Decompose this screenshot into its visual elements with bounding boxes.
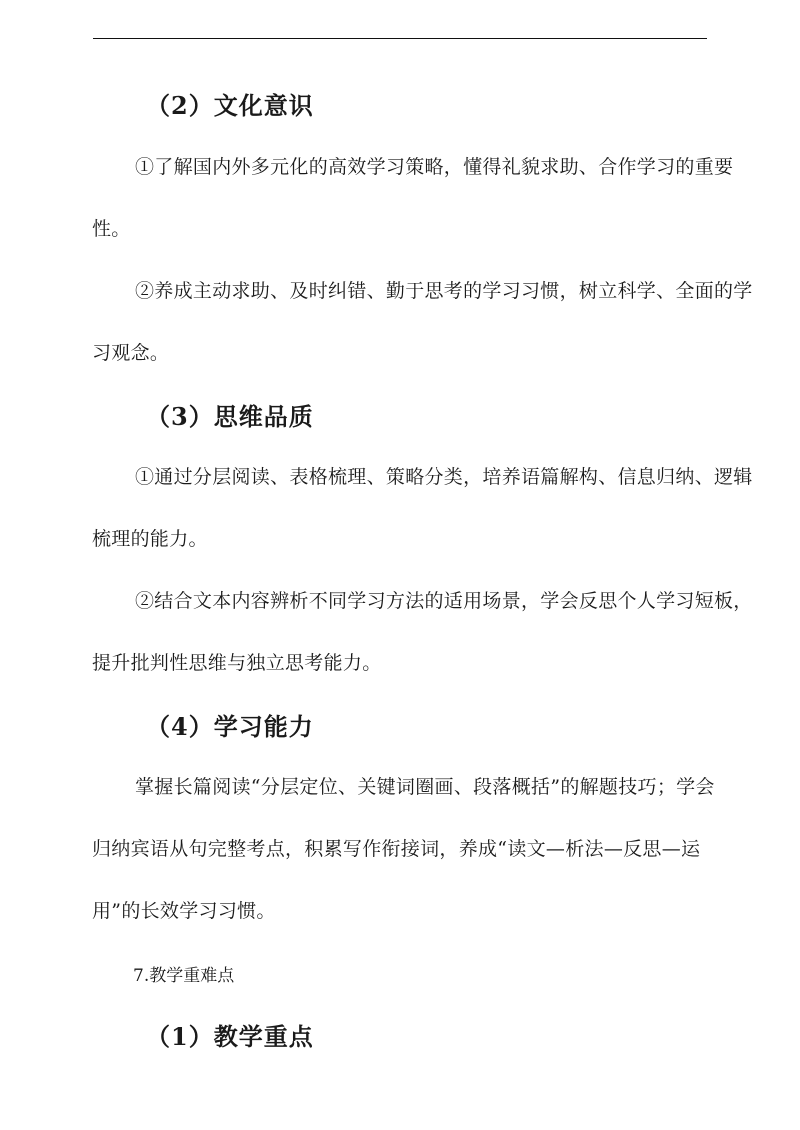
paragraph-line: ②结合文本内容辨析不同学习方法的适用场景，学会反思个人学习短板， — [135, 590, 753, 612]
paragraph-line: 习观念。 — [92, 342, 170, 364]
section-heading-culture: （2）文化意识 — [146, 91, 314, 120]
header-rule — [93, 38, 707, 39]
item-7-heading: 7.教学重难点 — [133, 966, 235, 986]
paragraph-line: 提升批判性思维与独立思考能力。 — [92, 652, 382, 674]
paragraph-line: 性。 — [92, 218, 131, 240]
paragraph-line: ①通过分层阅读、表格梳理、策略分类，培养语篇解构、信息归纳、逻辑 — [135, 466, 753, 488]
section-heading-thinking: （3）思维品质 — [146, 402, 314, 431]
paragraph-line: 归纳宾语从句完整考点，积累写作衔接词，养成“读文—析法—反思—运 — [92, 838, 701, 860]
paragraph-line: ①了解国内外多元化的高效学习策略，懂得礼貌求助、合作学习的重要 — [135, 156, 734, 178]
paragraph-line: 掌握长篇阅读“分层定位、关键词圈画、段落概括”的解题技巧；学会 — [135, 776, 715, 798]
paragraph-line: ②养成主动求助、及时纠错、勤于思考的学习习惯，树立科学、全面的学 — [135, 280, 753, 302]
paragraph-line: 用”的长效学习习惯。 — [92, 900, 276, 922]
section-heading-learning: （4）学习能力 — [146, 712, 314, 741]
paragraph-line: 梳理的能力。 — [92, 528, 208, 550]
section-heading-key-points: （1）教学重点 — [146, 1022, 314, 1051]
